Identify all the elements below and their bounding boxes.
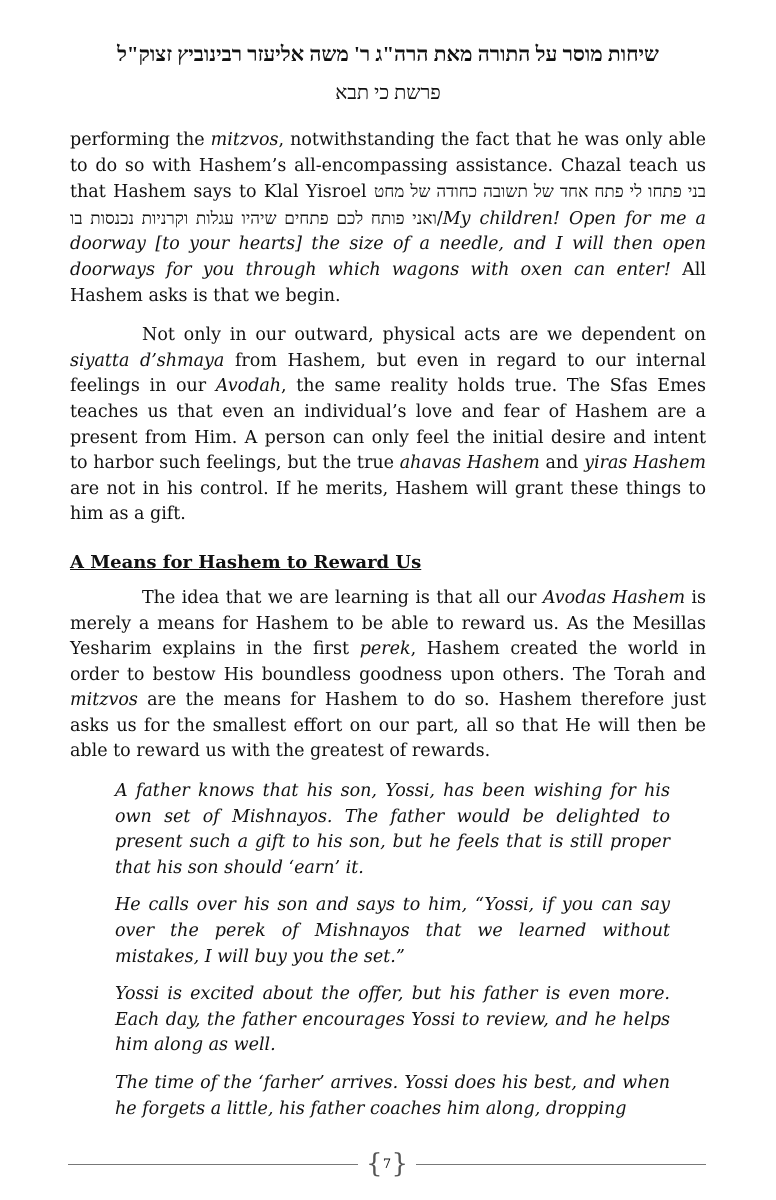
italic-term: mitzvos — [70, 690, 138, 711]
text-run: are not in his control. If he merits, Hashem will grant these things to him as a gift. — [70, 478, 706, 525]
text-run: from Hashem, but even in regard to our internal feelings in our — [70, 350, 706, 397]
text-run: are the means for Hashem to do so. Hashem therefore just asks us for the smallest effort on our part, all so that He will then be able to reward us with the greatest of rewards. — [70, 690, 706, 762]
text-run: and — [539, 453, 585, 474]
italic-term: yiras Hashem — [584, 453, 706, 474]
italic-term: ahavas Hashem — [399, 453, 540, 474]
text-run: , the same reality holds true. The Sfas Emes teaches us that even an individual’s love and fear of Hashem are a present from Him. A person can only feel the initial desire and intent to harbor such feelings, but the true — [70, 376, 706, 474]
story-paragraph: Yossi is excited about the offer, but his father is even more. Each day, the father encourages Yossi to review, and he helps him along as well. — [115, 984, 670, 1056]
running-header-parsha: פרשת כי תבא — [335, 82, 441, 104]
text-run: , Hashem created the world in order to bestow His boundless goodness upon others. The Torah and — [70, 639, 706, 685]
page-number-box — [368, 1150, 406, 1180]
section-heading: A Means for Hashem to Reward Us — [70, 551, 422, 573]
italic-term: mitzvos — [210, 130, 279, 150]
footer-rule-right — [416, 1164, 706, 1165]
hebrew-quote: בני פתחו לי פתח אחד של תשובה כחודה של מחט ואני פותח לכם פתחים שיהיו עגלות וקרניות נכנסות בו — [70, 182, 706, 228]
page-number: 7 — [382, 1157, 392, 1172]
bracket-left: { — [366, 1149, 383, 1179]
page-footer — [68, 1150, 706, 1180]
text-run: , notwithstanding the fact that he was only able to do so with Hashem’s all-encompassing assistance. Chazal teach us that Hashem says to Klal Yisroel — [70, 130, 706, 203]
running-header-title: שיחות מוסר על התורה מאת הרה"ג ר' משה אליעזר רבינוביץ זצוק"ל — [117, 42, 659, 66]
story-block — [115, 779, 670, 1122]
paragraph-1 — [70, 128, 706, 309]
paragraph-3 — [70, 586, 706, 765]
story-paragraph: He calls over his son and says to him, “Yossi, if you can say over the perek of Mishnayos that we learned without mistakes, I will buy you the set.” — [115, 895, 670, 967]
text-run: / — [436, 208, 443, 229]
text-run: Not only in our outward, physical acts are we dependent on — [142, 325, 706, 346]
translation-italic: My children! Open for me a doorway [to your hearts] the size of a needle, and I will then open doorways for you through which wagons with oxen can enter! — [70, 208, 706, 280]
text-run: performing the — [70, 130, 211, 150]
paragraph-2 — [70, 323, 706, 528]
story-paragraph: The time of the ‘farher’ arrives. Yossi does his best, and when he forgets a little, his father coaches him along, dropping — [115, 1073, 670, 1119]
italic-term: Avodah — [215, 376, 282, 397]
story-paragraph: A father knows that his son, Yossi, has been wishing for his own set of Mishnayos. The father would be delighted to present such a gift to his son, but he feels that is still proper that his son should ‘earn’ it. — [115, 781, 670, 878]
italic-term: Avodas Hashem — [542, 587, 686, 608]
footer-rule-left — [68, 1164, 358, 1165]
italic-term: siyatta d’shmaya — [70, 350, 225, 371]
italic-term: perek — [359, 639, 411, 660]
text-run: The idea that we are learning is that all our — [142, 587, 543, 608]
page-body — [70, 128, 706, 1134]
text-run: is merely a means for Hashem to be able to reward us. As the Mesillas Yesharim explains in the first — [70, 587, 707, 660]
bracket-right: } — [391, 1149, 408, 1179]
text-run: All Hashem asks is that we begin. — [70, 259, 706, 306]
